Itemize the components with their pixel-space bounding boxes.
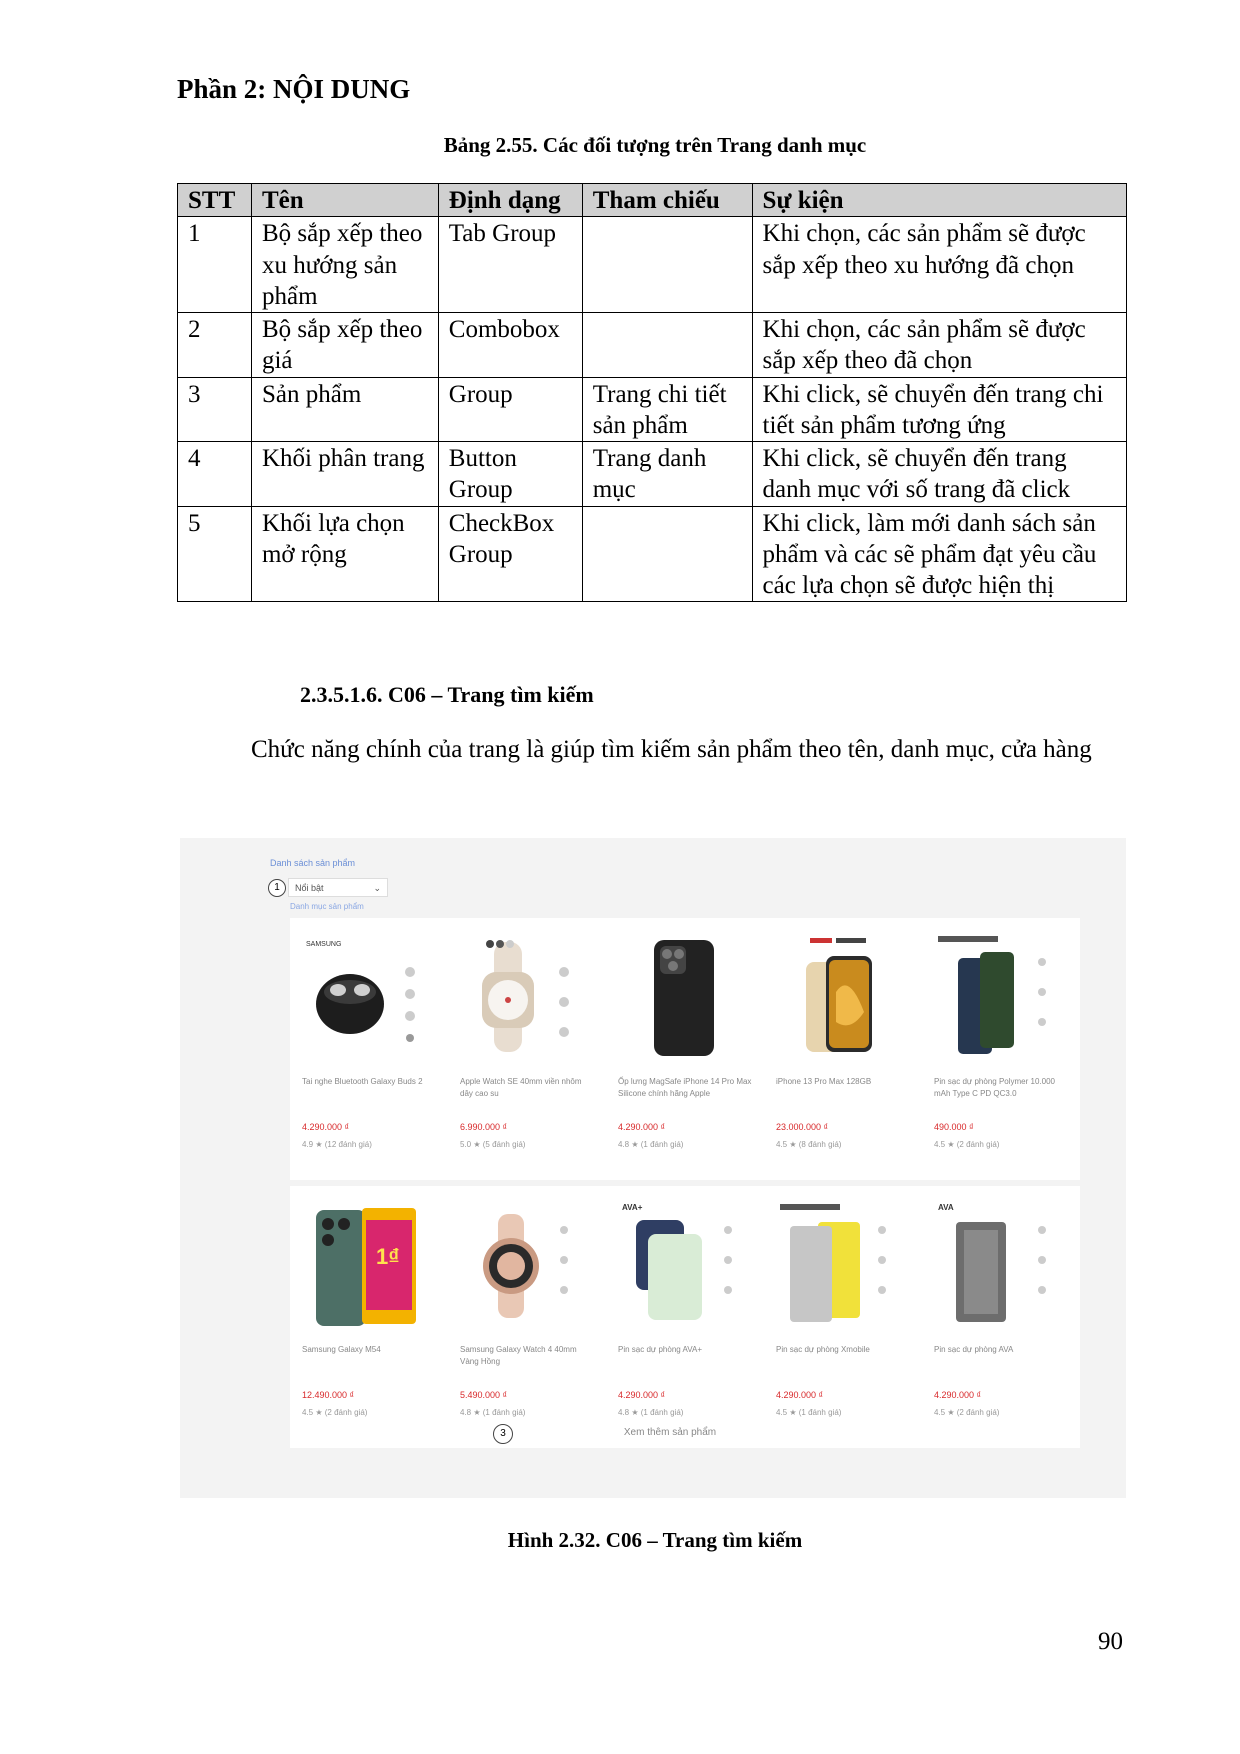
cell-reference <box>582 506 752 602</box>
search-page-screenshot <box>180 838 1126 1498</box>
product-rating: 4.8 ★ (1 đánh giá) <box>618 1140 684 1149</box>
product-card[interactable] <box>290 1186 446 1448</box>
product-card[interactable] <box>922 918 1078 1180</box>
header-stt: STT <box>178 184 252 217</box>
page-number: 90 <box>1098 1628 1123 1655</box>
product-price: 490.000 ₫ <box>934 1122 974 1132</box>
cell-format: Group <box>438 377 582 442</box>
table-header-row <box>178 184 1127 217</box>
earbuds-icon <box>302 932 434 1062</box>
product-name: Samsung Galaxy Watch 4 40mm Vàng Hồng <box>460 1345 577 1366</box>
product-price: 4.290.000 ₫ <box>302 1122 350 1132</box>
product-rating: 4.9 ★ (12 đánh giá) <box>302 1140 372 1149</box>
figure-caption: Hình 2.32. C06 – Trang tìm kiếm <box>507 1528 803 1552</box>
svg-text:SAMSUNG: SAMSUNG <box>306 941 342 948</box>
header-name: Tên <box>251 184 438 217</box>
cell-event: Khi click, sẽ chuyển đến trang chi tiết sản phẩm tương ứng <box>752 377 1126 442</box>
product-card[interactable] <box>606 1186 762 1448</box>
cell-format: Combobox <box>438 313 582 378</box>
smartphone-icon <box>776 932 908 1062</box>
product-name: Pin sạc dự phòng Polymer 10.000 mAh Type C PD QC3.0 <box>934 1077 1055 1098</box>
table-row <box>178 506 1127 602</box>
cell-stt: 2 <box>178 313 252 378</box>
svg-text:AVA: AVA <box>938 1203 954 1212</box>
header-event: Sự kiện <box>752 184 1126 217</box>
product-row-2 <box>290 1186 1080 1448</box>
product-name: Pin sạc dự phòng AVA <box>934 1345 1014 1354</box>
product-price: 4.290.000 ₫ <box>618 1390 666 1400</box>
cell-reference <box>582 313 752 378</box>
product-card[interactable] <box>606 918 762 1180</box>
svg-text:1₫: 1₫ <box>376 1244 400 1269</box>
product-rating: 4.5 ★ (8 đánh giá) <box>776 1140 842 1149</box>
cell-event: Khi chọn, các sản phẩm sẽ được sắp xếp theo đã chọn <box>752 313 1126 378</box>
cell-event: Khi click, làm mới danh sách sản phẩm và các sẽ phẩm đạt yêu cầu các lựa chọn sẽ được hiện thị <box>752 506 1126 602</box>
product-name: Pin sạc dự phòng Xmobile <box>776 1345 870 1354</box>
product-card[interactable] <box>290 918 446 1180</box>
table-row <box>178 442 1127 507</box>
product-price: 4.290.000 ₫ <box>618 1122 666 1132</box>
table-row <box>178 313 1127 378</box>
header-reference: Tham chiếu <box>582 184 752 217</box>
product-price: 6.990.000 ₫ <box>460 1122 508 1132</box>
load-more-button[interactable]: Xem thêm sản phẩm <box>558 1418 782 1448</box>
product-name: Ốp lưng MagSafe iPhone 14 Pro Max Silicone chính hãng Apple <box>618 1077 752 1098</box>
powerbank-icon <box>618 1200 750 1330</box>
cell-stt: 3 <box>178 377 252 442</box>
cell-event: Khi chọn, các sản phẩm sẽ được sắp xếp theo xu hướng đã chọn <box>752 217 1126 313</box>
cell-name: Bộ sắp xếp theo giá <box>251 313 438 378</box>
cell-format: Tab Group <box>438 217 582 313</box>
product-name: Apple Watch SE 40mm viền nhôm dây cao su <box>460 1077 582 1098</box>
watch-icon <box>460 932 592 1062</box>
product-price: 5.490.000 ₫ <box>460 1390 508 1400</box>
product-rating: 4.5 ★ (2 đánh giá) <box>302 1408 368 1417</box>
part-heading: Phần 2: NỘI DUNG <box>177 74 411 104</box>
body-paragraph: Chức năng chính của trang là giúp tìm kiếm sản phẩm theo tên, danh mục, cửa hàng <box>251 736 1092 763</box>
cell-name: Sản phẩm <box>251 377 438 442</box>
product-name: iPhone 13 Pro Max 128GB <box>776 1077 872 1086</box>
product-card[interactable] <box>764 1186 920 1448</box>
cell-reference <box>582 217 752 313</box>
cell-event: Khi click, sẽ chuyển đến trang danh mục với số trang đã click <box>752 442 1126 507</box>
header-format: Định dạng <box>438 184 582 217</box>
product-card[interactable] <box>764 918 920 1180</box>
product-price: 4.290.000 ₫ <box>776 1390 824 1400</box>
phone-case-icon <box>618 932 750 1062</box>
product-price: 4.290.000 ₫ <box>934 1390 982 1400</box>
smartphone-icon <box>302 1200 434 1330</box>
cell-name: Khối phân trang <box>251 442 438 507</box>
product-rating: 4.8 ★ (1 đánh giá) <box>618 1408 684 1417</box>
product-rating: 4.8 ★ (1 đánh giá) <box>460 1408 526 1417</box>
cell-format: Button Group <box>438 442 582 507</box>
cell-reference: Trang chi tiết sản phẩm <box>582 377 752 442</box>
powerbank-icon <box>934 1200 1066 1330</box>
product-name: Samsung Galaxy M54 <box>302 1345 381 1354</box>
product-rating: 4.5 ★ (1 đánh giá) <box>776 1408 842 1417</box>
category-link[interactable]: Danh mục sản phẩm <box>290 902 364 911</box>
product-rating: 4.5 ★ (2 đánh giá) <box>934 1140 1000 1149</box>
sort-select[interactable] <box>288 878 388 897</box>
product-price: 12.490.000 ₫ <box>302 1390 355 1400</box>
table-caption: Bảng 2.55. Các đối tượng trên Trang danh mục <box>443 133 867 157</box>
breadcrumb[interactable]: Danh sách sản phẩm <box>270 858 356 868</box>
product-card[interactable] <box>448 918 604 1180</box>
product-row-1 <box>290 918 1080 1180</box>
watch-icon <box>460 1200 592 1330</box>
section-heading: 2.3.5.1.6. C06 – Trang tìm kiếm <box>300 682 594 707</box>
table-row <box>178 217 1127 313</box>
cell-stt: 4 <box>178 442 252 507</box>
table-row <box>178 377 1127 442</box>
sort-select-value: Nổi bật <box>295 883 324 893</box>
cell-name: Khối lựa chọn mở rộng <box>251 506 438 602</box>
product-name: Pin sạc dự phòng AVA+ <box>618 1345 703 1354</box>
chevron-down-icon: ⌄ <box>373 883 381 893</box>
product-rating: 4.5 ★ (2 đánh giá) <box>934 1408 1000 1417</box>
cell-reference: Trang danh mục <box>582 442 752 507</box>
objects-table <box>177 183 1127 602</box>
marker-3: 3 <box>493 1424 513 1444</box>
svg-text:AVA+: AVA+ <box>622 1203 643 1212</box>
product-card[interactable] <box>922 1186 1078 1448</box>
cell-format: CheckBox Group <box>438 506 582 602</box>
marker-1: 1 <box>268 879 286 897</box>
cell-name: Bộ sắp xếp theo xu hướng sản phẩm <box>251 217 438 313</box>
product-name: Tai nghe Bluetooth Galaxy Buds 2 <box>302 1077 423 1086</box>
product-price: 23.000.000 ₫ <box>776 1122 829 1132</box>
powerbank-icon <box>934 932 1066 1062</box>
product-card[interactable] <box>448 1186 604 1448</box>
powerbank-icon <box>776 1200 908 1330</box>
cell-stt: 1 <box>178 217 252 313</box>
product-rating: 5.0 ★ (5 đánh giá) <box>460 1140 526 1149</box>
cell-stt: 5 <box>178 506 252 602</box>
